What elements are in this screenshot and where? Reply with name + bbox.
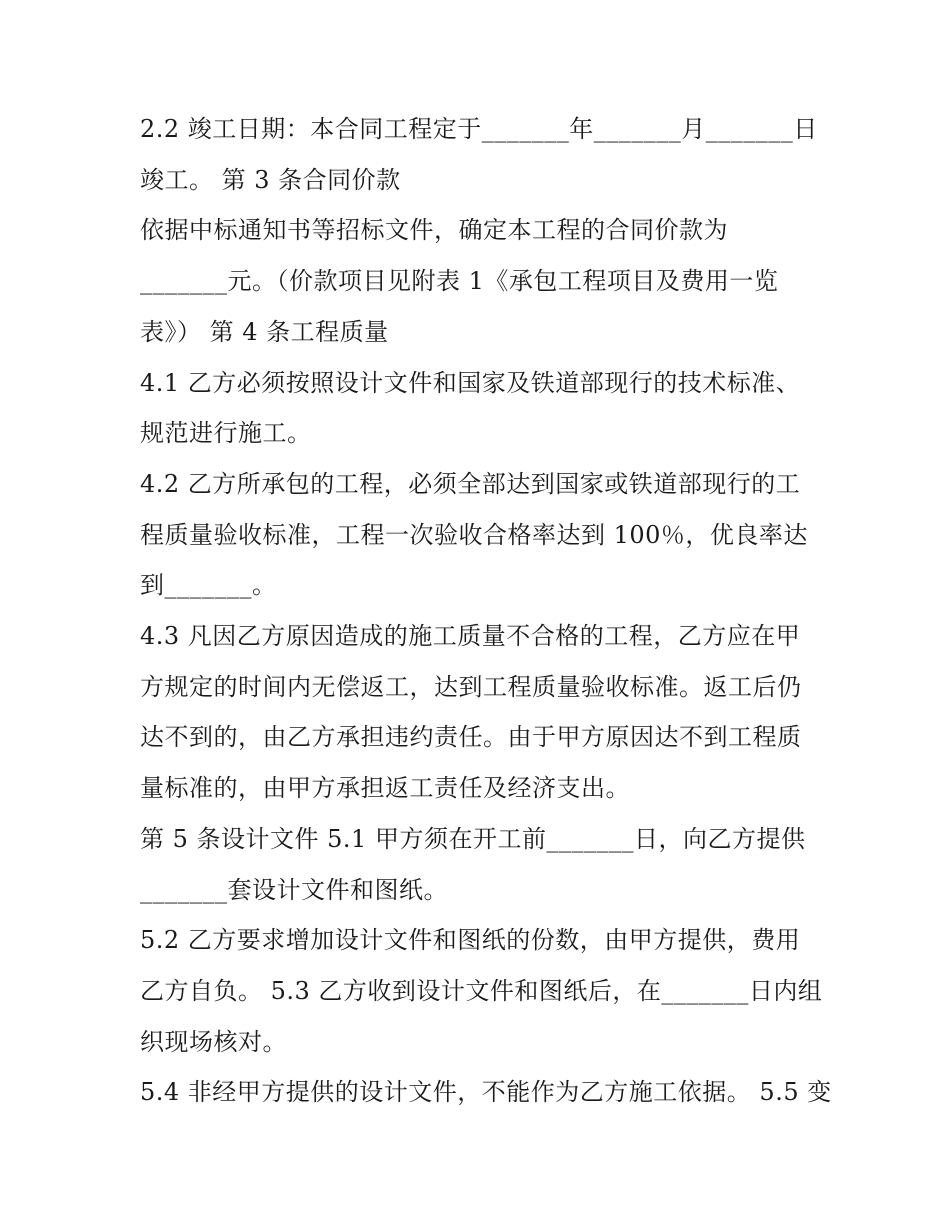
text-line-4-3-cont-1: 方规定的时间内无偿返工，达到工程质量验收标准。返工后仍 (140, 672, 802, 701)
text-line-article-4-heading: 表》） 第 4 条工程质量 (140, 317, 389, 346)
text-line-completion-date: 2.2 竣工日期：本合同工程定于_______年_______月_______日 (140, 115, 818, 143)
text-line-4-1: 4.1 乙方必须按照设计文件和国家及铁道部现行的技术标准、 (140, 368, 801, 397)
text-line-contract-price: 依据中标通知书等招标文件，确定本工程的合同价款为 (140, 216, 728, 245)
text-line-4-2-cont: 程质量验收标准，工程一次验收合格率达到 100％，优良率达 (140, 520, 808, 549)
text-line-contract-price-amount: _______元。（价款项目见附表 1《承包工程项目及费用一览 (140, 267, 779, 296)
text-line-5-4: 5.4 非经甲方提供的设计文件，不能作为乙方施工依据。 5.5 变 (140, 1078, 832, 1107)
text-line-4-2: 4.2 乙方所承包的工程，必须全部达到国家或铁道部现行的工 (140, 469, 801, 498)
text-line-article-5-heading: 第 5 条设计文件 5.1 甲方须在开工前_______日，向乙方提供 (140, 824, 806, 853)
contract-text (140, 104, 832, 1118)
text-line-article-3-heading: 竣工。 第 3 条合同价款 (140, 165, 401, 194)
text-line-5-3: 乙方自负。 5.3 乙方收到设计文件和图纸后，在_______日内组 (140, 976, 823, 1005)
text-line-5-3-end: 织现场核对。 (140, 1027, 287, 1056)
text-line-4-2-end: 到_______。 (140, 571, 277, 600)
text-line-4-1-cont: 规范进行施工。 (140, 419, 312, 448)
text-line-4-3-cont-2: 达不到的，由乙方承担违约责任。由于甲方原因达不到工程质 (140, 723, 802, 752)
text-line-5-2: 5.2 乙方要求增加设计文件和图纸的份数，由甲方提供，费用 (140, 926, 801, 955)
text-line-4-3-end: 量标准的，由甲方承担返工责任及经济支出。 (140, 774, 630, 803)
text-line-5-1-end: _______套设计文件和图纸。 (140, 875, 448, 904)
text-line-4-3: 4.3 凡因乙方原因造成的施工质量不合格的工程，乙方应在甲 (140, 622, 801, 651)
